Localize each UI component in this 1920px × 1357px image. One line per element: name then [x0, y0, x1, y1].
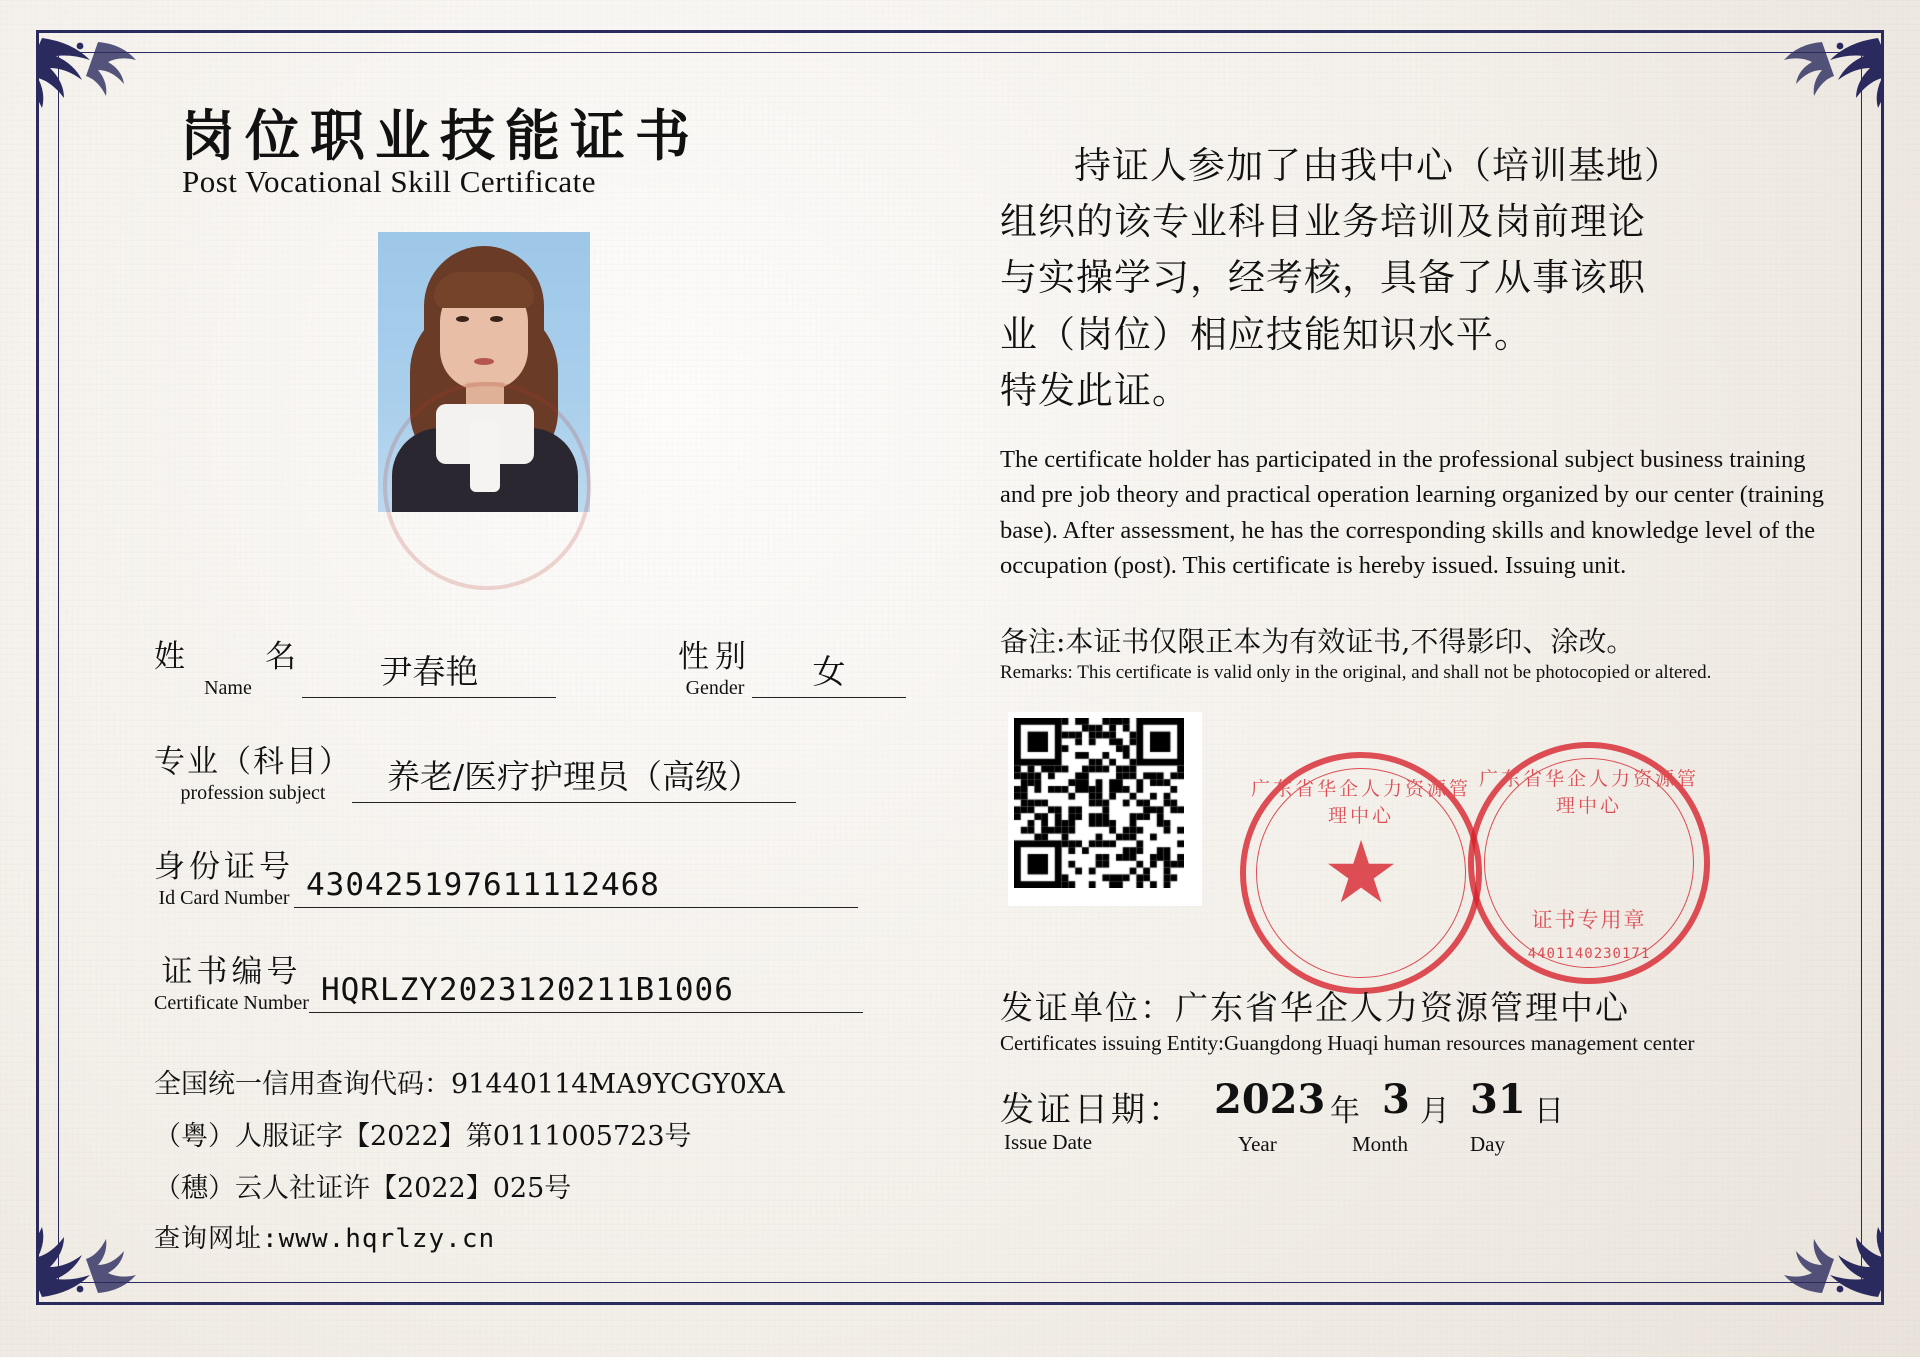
field-profession [154, 744, 796, 804]
footnote-query-site[interactable]: 查询网址:www.hqrlzy.cn [154, 1224, 496, 1254]
issue-date-year-cn: 年 [1330, 1094, 1360, 1129]
issuer-block [1000, 982, 1860, 1056]
issue-date-day-en: Day [1470, 1132, 1505, 1156]
field-id-card-label [154, 849, 294, 909]
field-id-card-label-cn: 身份证号 [154, 849, 294, 885]
field-name-value: 尹春艳 [302, 646, 556, 698]
left-column [58, 52, 918, 1283]
star-icon: ★ [1322, 825, 1400, 921]
issue-date-month: 3 [1382, 1076, 1410, 1123]
issuer-row-cn [1000, 982, 1860, 1029]
field-certificate-number-value: HQRLZY2023120211B1006 [309, 972, 863, 1013]
field-profession-value: 养老/医疗护理员（高级） [352, 751, 796, 803]
verification-qr-code[interactable] [1008, 712, 1202, 906]
field-name-label-cn: 姓 名 [154, 639, 302, 675]
seal-certificate-special [1468, 742, 1710, 984]
field-name-label [154, 639, 302, 699]
right-column [990, 52, 1862, 1283]
issue-date-year-en: Year [1238, 1132, 1277, 1156]
footnote-credit-code: 全国统一信用查询代码：91440114MA9YCGY0XA [154, 1069, 785, 1100]
field-gender-label-en: Gender [685, 677, 745, 699]
field-id-card [154, 849, 858, 909]
field-gender-value: 女 [752, 646, 906, 698]
field-gender-label [678, 639, 752, 699]
statement-cn-line3: 与实操学习，经考核，具备了从事该职 [1000, 256, 1646, 300]
seal-2-number: 4401140230171 [1527, 946, 1651, 962]
issue-date-month-en: Month [1352, 1132, 1409, 1156]
remarks-en: Remarks: This certificate is valid only in the original, and shall not be photocopied or altered. [1000, 662, 1712, 683]
footnote-permit-sui: （穗）云人社证许【2022】025号 [154, 1173, 572, 1204]
statement-cn-line2: 组织的该专业科目业务培训及岗前理论 [1000, 200, 1646, 244]
issue-date-label-en: Issue Date [1004, 1130, 1093, 1154]
issue-date-day: 31 [1470, 1076, 1526, 1123]
footnote-block [154, 1062, 894, 1268]
issue-date-label-cn: 发证日期： [1000, 1090, 1185, 1130]
field-id-card-value: 430425197611112468 [294, 867, 858, 908]
issuer-label-cn: 发证单位： [1000, 988, 1175, 1027]
field-name-label-en: Name [204, 677, 252, 699]
seal-round-star [1240, 752, 1482, 994]
page-title-cn: 岗位职业技能证书 [180, 103, 701, 168]
issue-date-year: 2023 [1214, 1076, 1326, 1123]
field-certificate-number-label [154, 954, 309, 1014]
field-profession-label [154, 744, 352, 804]
field-certificate-number-label-en: Certificate Number [154, 992, 309, 1014]
footnote-permit-yue: （粤）人服证字【2022】第0111005723号 [154, 1121, 692, 1152]
issuer-row-en: Certificates issuing Entity:Guangdong Huaqi human resources management center [1000, 1031, 1695, 1055]
statement-en: The certificate holder has participated in the professional subject business training and pre job theory and practical operation learning organized by our center (training base). After assessment, he has the corresponding skills and knowledge level of the occupation (post). This certificate is hereby issued. Issuing unit. [1000, 446, 1825, 579]
field-profession-label-en: profession subject [180, 782, 326, 804]
statement-cn-line5: 特发此证。 [1000, 368, 1190, 412]
field-gender [678, 639, 906, 699]
statement-cn [1000, 138, 1820, 419]
issue-date-day-cn: 日 [1534, 1094, 1564, 1129]
field-id-card-label-en: Id Card Number [158, 887, 290, 909]
seal-1-arc-text: 广东省华企人力资源管理中心 [1250, 778, 1471, 827]
statement-cn-line1: 持证人参加了由我中心（培训基地） [1074, 144, 1682, 187]
field-profession-label-cn: 专业（科目） [154, 744, 352, 780]
issuer-value-cn: 广东省华企人力资源管理中心 [1175, 988, 1630, 1027]
field-name [154, 639, 556, 699]
field-gender-label-cn: 性别 [678, 639, 752, 675]
issue-date-month-cn: 月 [1420, 1094, 1450, 1129]
field-certificate-number [154, 954, 863, 1014]
remarks-cn: 备注:本证书仅限正本为有效证书,不得影印、涂改。 [1000, 625, 1635, 658]
seal-2-sub-text: 证书专用章 [1531, 908, 1647, 932]
holder-photo [378, 232, 590, 512]
statement-cn-line4: 业（岗位）相应技能知识水平。 [1000, 312, 1532, 356]
field-certificate-number-label-cn: 证书编号 [161, 954, 302, 990]
page-title-en: Post Vocational Skill Certificate [182, 164, 597, 199]
seal-2-arc-text: 广东省华企人力资源管理中心 [1478, 768, 1699, 817]
